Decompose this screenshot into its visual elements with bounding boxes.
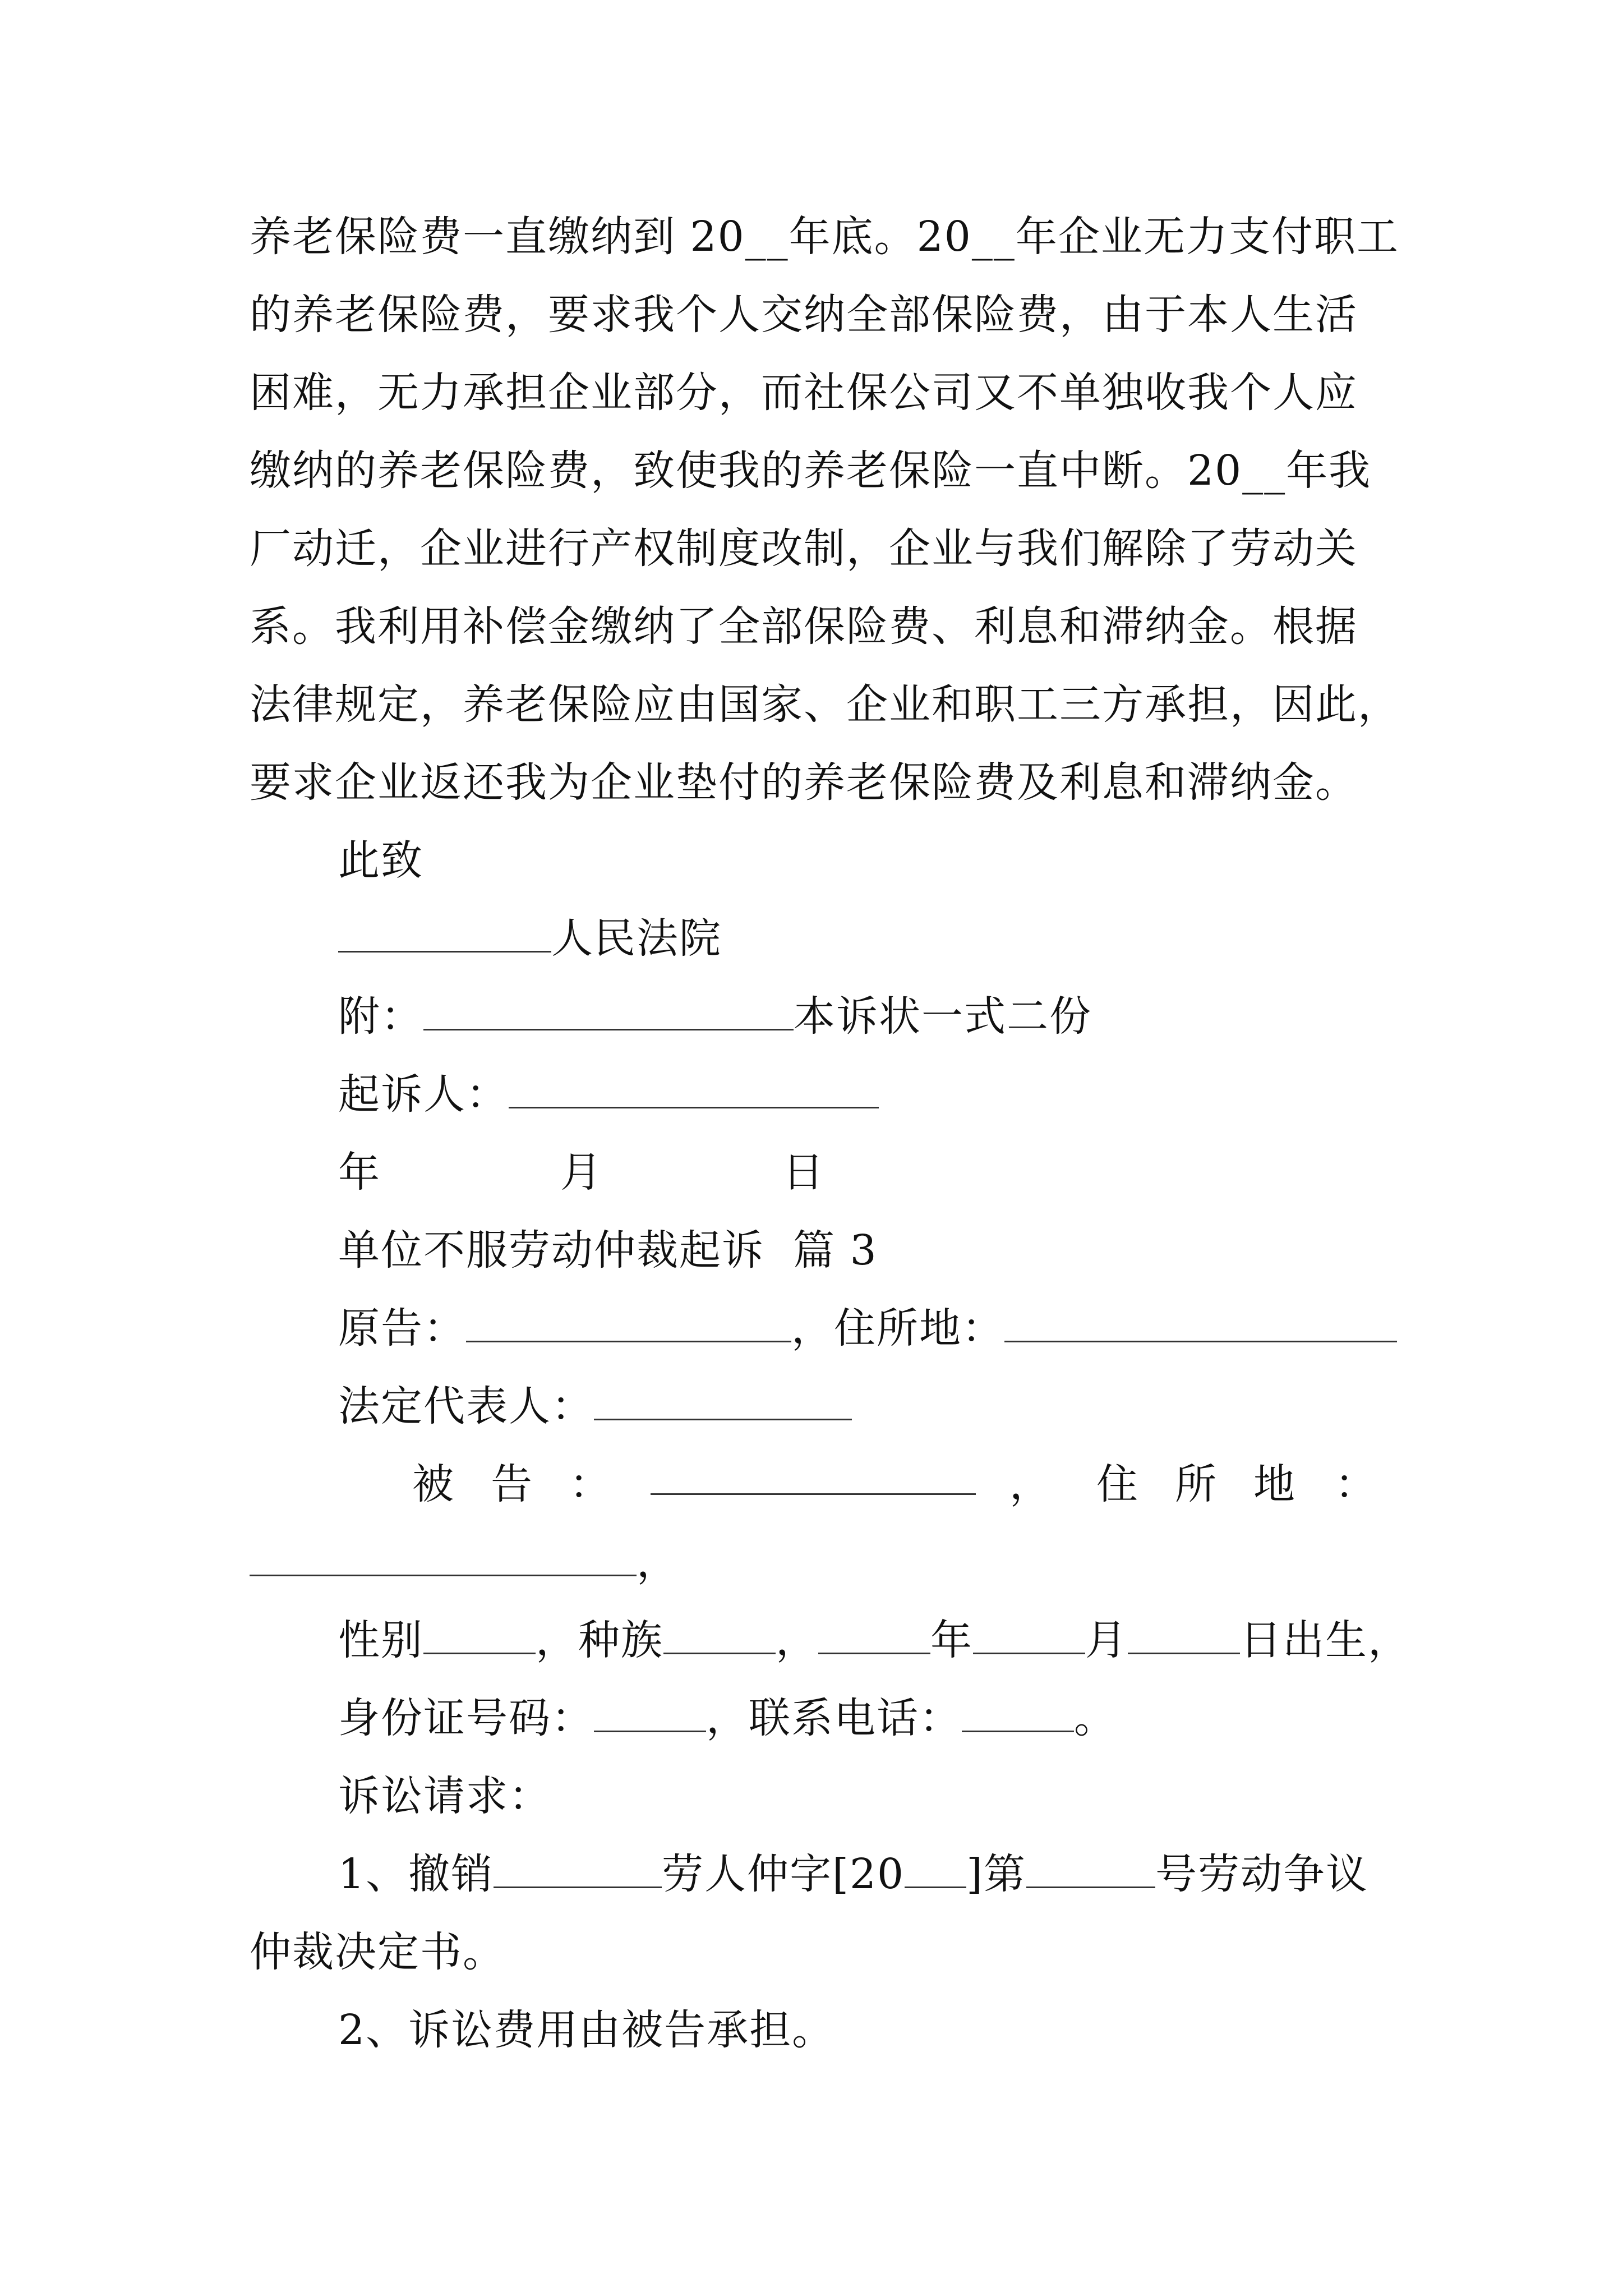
date-line xyxy=(338,1144,825,1200)
gender-label: 性别 xyxy=(338,1616,423,1664)
section-title: 单位不服劳动仲裁起诉 篇 3 xyxy=(338,1226,878,1274)
attachment-line xyxy=(338,988,1092,1045)
claim-1-line xyxy=(338,1846,1368,1902)
id-label: 身份证号码： xyxy=(338,1694,594,1742)
date-year: 年 xyxy=(338,1148,381,1197)
plaintiff-signature-line xyxy=(338,1066,879,1122)
defendant-char: 被 xyxy=(412,1460,454,1508)
date-month: 月 xyxy=(560,1148,603,1197)
paragraph-line: 系。我利用补偿金缴纳了全部保险费、利息和滞纳金。根据 xyxy=(250,602,1358,651)
defendant-char: ： xyxy=(1335,1460,1376,1508)
month-label: 月 xyxy=(1085,1616,1128,1664)
comma: ， xyxy=(776,1616,818,1664)
defendant-char: 住 xyxy=(1096,1460,1138,1508)
claim-2-line: 2、诉讼费用由被告承担。 xyxy=(338,2006,835,2054)
phone-label: ，联系电话： xyxy=(706,1694,962,1742)
phone-blank[interactable] xyxy=(962,1696,1074,1732)
attachment-label: 附： xyxy=(338,992,423,1041)
attachment-blank[interactable] xyxy=(423,994,794,1030)
defendant-blank[interactable] xyxy=(651,1458,976,1495)
paragraph-line: 法律规定，养老保险应由国家、企业和职工三方承担，因此， xyxy=(250,680,1400,729)
date-day: 日 xyxy=(782,1148,825,1197)
court-suffix: 人民法院 xyxy=(551,914,722,963)
paragraph-line: 的养老保险费，要求我个人交纳全部保险费，由于本人生活 xyxy=(250,291,1358,339)
paragraph-line: 厂动迁，企业进行产权制度改制，企业与我们解除了劳动关 xyxy=(250,524,1358,573)
defendant-residence-blank[interactable] xyxy=(250,1540,637,1576)
defendant-char: ： xyxy=(569,1460,611,1508)
plaintiff-sign-blank[interactable] xyxy=(509,1072,879,1108)
line-end-comma: ， xyxy=(637,1538,679,1586)
attachment-text: 本诉状一式二份 xyxy=(794,992,1092,1041)
period: 。 xyxy=(1074,1694,1117,1742)
birth-text: 日出生， xyxy=(1240,1616,1410,1664)
court-line xyxy=(338,910,722,967)
defendant-char: 告 xyxy=(491,1460,532,1508)
birth-day-blank[interactable] xyxy=(1128,1618,1240,1654)
plaintiff-line xyxy=(338,1300,1397,1356)
paragraph-line: 养老保险费一直缴纳到 20__年底。20__年企业无力支付职工 xyxy=(250,213,1399,261)
defendant-char: 地 xyxy=(1253,1460,1295,1508)
paragraph-line: 困难，无力承担企业部分，而社保公司又不单独收我个人应 xyxy=(250,369,1358,417)
defendant-char: ， xyxy=(1009,1460,1051,1508)
plaintiff-sign-label: 起诉人： xyxy=(338,1070,509,1119)
legal-rep-line xyxy=(338,1378,852,1434)
salutation: 此致 xyxy=(338,836,423,885)
claim-1-mid: 劳人仲字[20 xyxy=(662,1850,905,1898)
ethnic-blank[interactable] xyxy=(663,1618,776,1654)
plaintiff-label: 原告： xyxy=(338,1304,466,1352)
claim-1-prefix: 1、撤销 xyxy=(338,1850,494,1898)
paragraph-line: 要求企业返还我为企业垫付的养老保险费及利息和滞纳金。 xyxy=(250,758,1358,807)
id-blank[interactable] xyxy=(594,1696,706,1732)
personal-info-line xyxy=(338,1612,1410,1668)
defendant-char: 所 xyxy=(1175,1460,1216,1508)
court-blank[interactable] xyxy=(338,916,551,953)
plaintiff-residence-blank[interactable] xyxy=(1004,1306,1397,1342)
residence-label: ，住所地： xyxy=(791,1304,1004,1352)
birth-month-blank[interactable] xyxy=(973,1618,1085,1654)
claim-1-number-blank[interactable] xyxy=(1026,1852,1155,1888)
legal-rep-blank[interactable] xyxy=(594,1384,852,1420)
claim-1-continuation: 仲裁决定书。 xyxy=(250,1928,505,1976)
birth-year-blank[interactable] xyxy=(818,1618,930,1654)
gender-blank[interactable] xyxy=(423,1618,536,1654)
claim-1-blank[interactable] xyxy=(494,1852,662,1888)
ethnic-label: ，种族 xyxy=(536,1616,663,1664)
claim-1-year-blank[interactable] xyxy=(905,1852,966,1888)
claim-1-bracket: ]第 xyxy=(966,1850,1027,1898)
legal-rep-label: 法定代表人： xyxy=(338,1382,594,1430)
paragraph-line: 缴纳的养老保险费，致使我的养老保险一直中断。20__年我 xyxy=(250,447,1372,495)
claim-1-suffix: 号劳动争议 xyxy=(1155,1850,1369,1898)
defendant-residence-line xyxy=(250,1534,679,1590)
year-label: 年 xyxy=(930,1616,973,1664)
contact-line xyxy=(338,1690,1117,1746)
plaintiff-blank[interactable] xyxy=(466,1306,791,1342)
claims-heading: 诉讼请求： xyxy=(338,1772,551,1820)
